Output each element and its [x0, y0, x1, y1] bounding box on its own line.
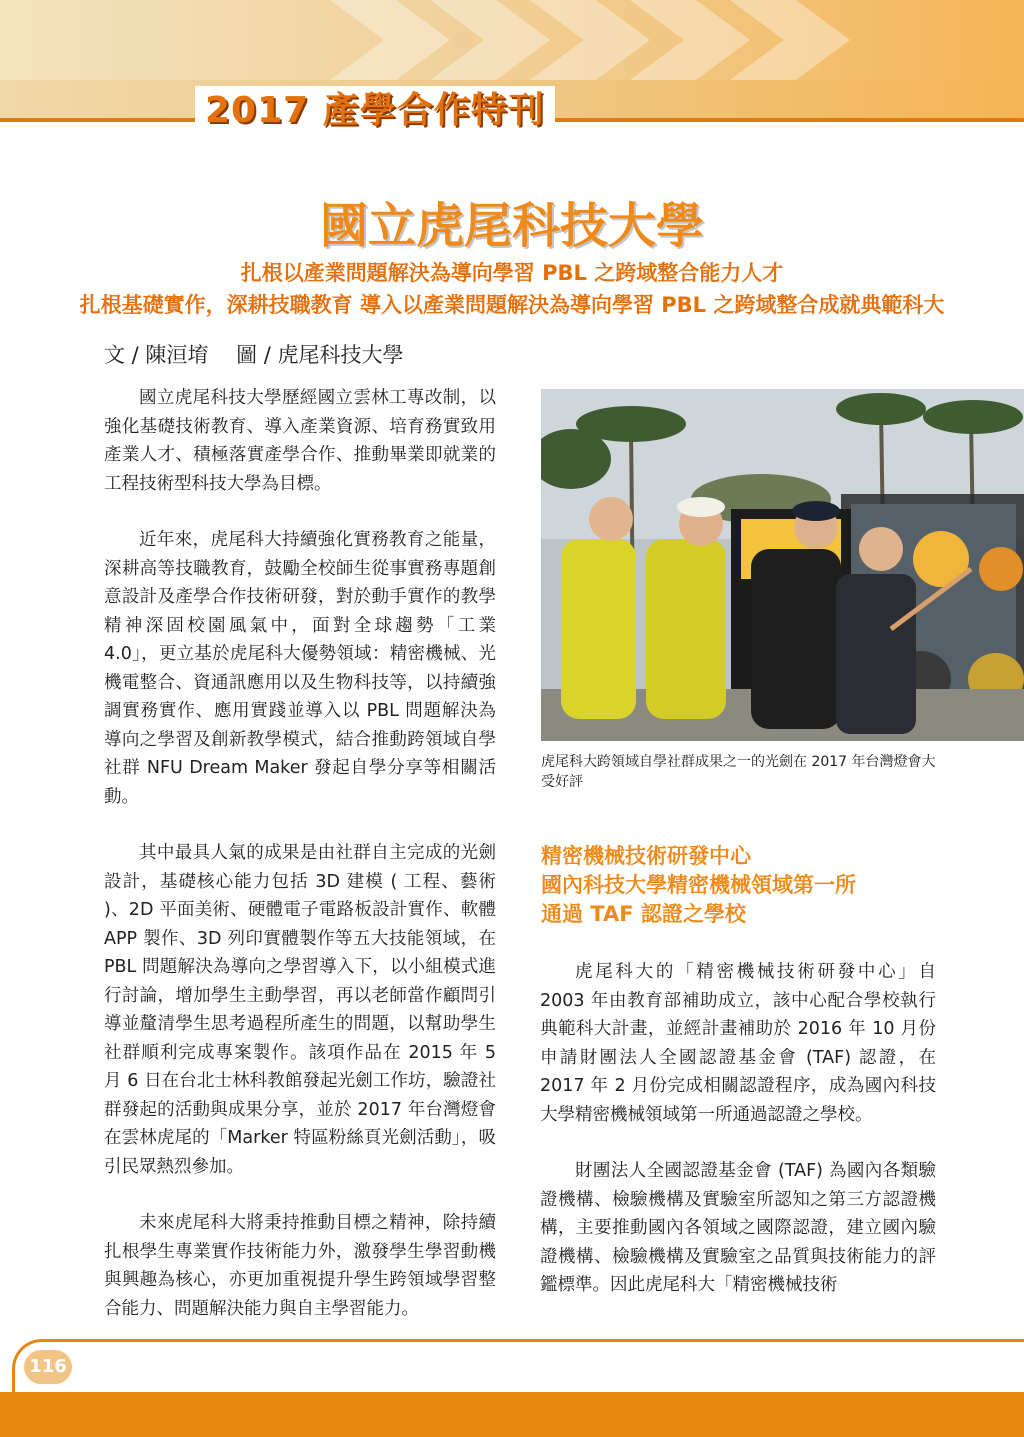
paragraph: 其中最具人氣的成果是由社群自主完成的光劍設計，基礎核心能力包括 3D 建模 ( 工程、藝術 )、2D 平面美術、硬體電子電路板設計實作、軟體 APP 製作、3D 列印實體製作等五大技能領域，在 PBL 問題解決為導向之學習導入下，以小組模式進行討論，增加學生主動學習，再以老師當作顧問引導並釐清學生思考過程所產生的問題，以幫助學生社群順利完成專案製作。該項作品在 2015 年 5 月 6 日在台北士林科教館發起光劍工作坊，驗證社群發起的活動與成果分享，並於 2017 年台灣燈會在雲林虎尾的「Marker 特區粉絲頁光劍活動」，吸引民眾熱烈參加。 — [104, 843, 496, 1177]
footer-band — [0, 1392, 1024, 1437]
byline: 文 / 陳洹堉 圖 / 虎尾科技大學 — [104, 343, 404, 367]
paragraph: 近年來，虎尾科大持續強化實務教育之能量，深耕高等技職教育，鼓勵全校師生從事實務專題創意設計及產學合作技術研發，對於動手實作的教學精神深固校園風氣中，面對全球趨勢「工業 4.0」，更立基於虎尾科大優勢領域：精密機械、光機電整合、資通訊應用以及生物科技等，以持續強調實務實作、應用實踐並導入以 PBL 問題解決為導向之學習及創新教學模式，結合推動跨領域自學社群 NFU Dream Maker 發起自學分享等相關活動。 — [104, 530, 496, 807]
right-column — [540, 958, 936, 1328]
special-issue-title: 2017 產學合作特刊 — [195, 86, 555, 136]
paragraph: 未來虎尾科大將秉持推動目標之精神，除持續扎根學生專業實作技術能力外，激發學生學習動機與興趣為核心，亦更加重視提升學生跨領域學習整合能力、問題解決能力與自主學習能力。 — [104, 1213, 496, 1319]
paragraph: 財團法人全國認證基金會 (TAF) 為國內各類驗證機構、檢驗機構及實驗室所認知之第三方認證機構，主要推動國內各領域之國際認證，建立國內驗證機構、檢驗機構及實驗室之品質與技術能力的評鑑標準。因此虎尾科大「精密機械技術 — [540, 1161, 936, 1295]
article-subtitle-2: 扎根基礎實作，深耕技職教育 導入以產業問題解決為導向學習 PBL 之跨域整合成就典範科大 — [79, 293, 945, 317]
photo-caption: 虎尾科大跨領域自學社群成果之一的光劍在 2017 年台灣燈會大受好評 — [541, 754, 936, 790]
left-column — [104, 384, 496, 1351]
article-title: 國立虎尾科技大學 — [319, 198, 704, 254]
article-photo — [541, 389, 1024, 741]
article-subtitle-1: 扎根以產業問題解決為導向學習 PBL 之跨域整合能力人才 — [240, 261, 784, 285]
section-heading: 精密機械技術研發中心 國內科技大學精密機械領域第一所 通過 TAF 認證之學校 — [541, 844, 856, 926]
paragraph: 國立虎尾科技大學歷經國立雲林工專改制，以強化基礎技術教育、導入產業資源、培育務實致用產業人才、積極落實產學合作、推動畢業即就業的工程技術型科技大學為目標。 — [104, 388, 496, 494]
page-number: 116 — [24, 1350, 72, 1384]
footer-frame — [12, 1339, 1024, 1397]
photo-illustration — [541, 389, 1024, 741]
paragraph: 虎尾科大的「精密機械技術研發中心」自 2003 年由教育部補助成立，該中心配合學校執行典範科大計畫，並經計畫補助於 2016 年 10 月份申請財團法人全國認證基金會 (TAF) 認證，在 2017 年 2 月份完成相關認證程序，成為國內科技大學精密機械領域第一所通過認證之學校。 — [540, 962, 936, 1125]
